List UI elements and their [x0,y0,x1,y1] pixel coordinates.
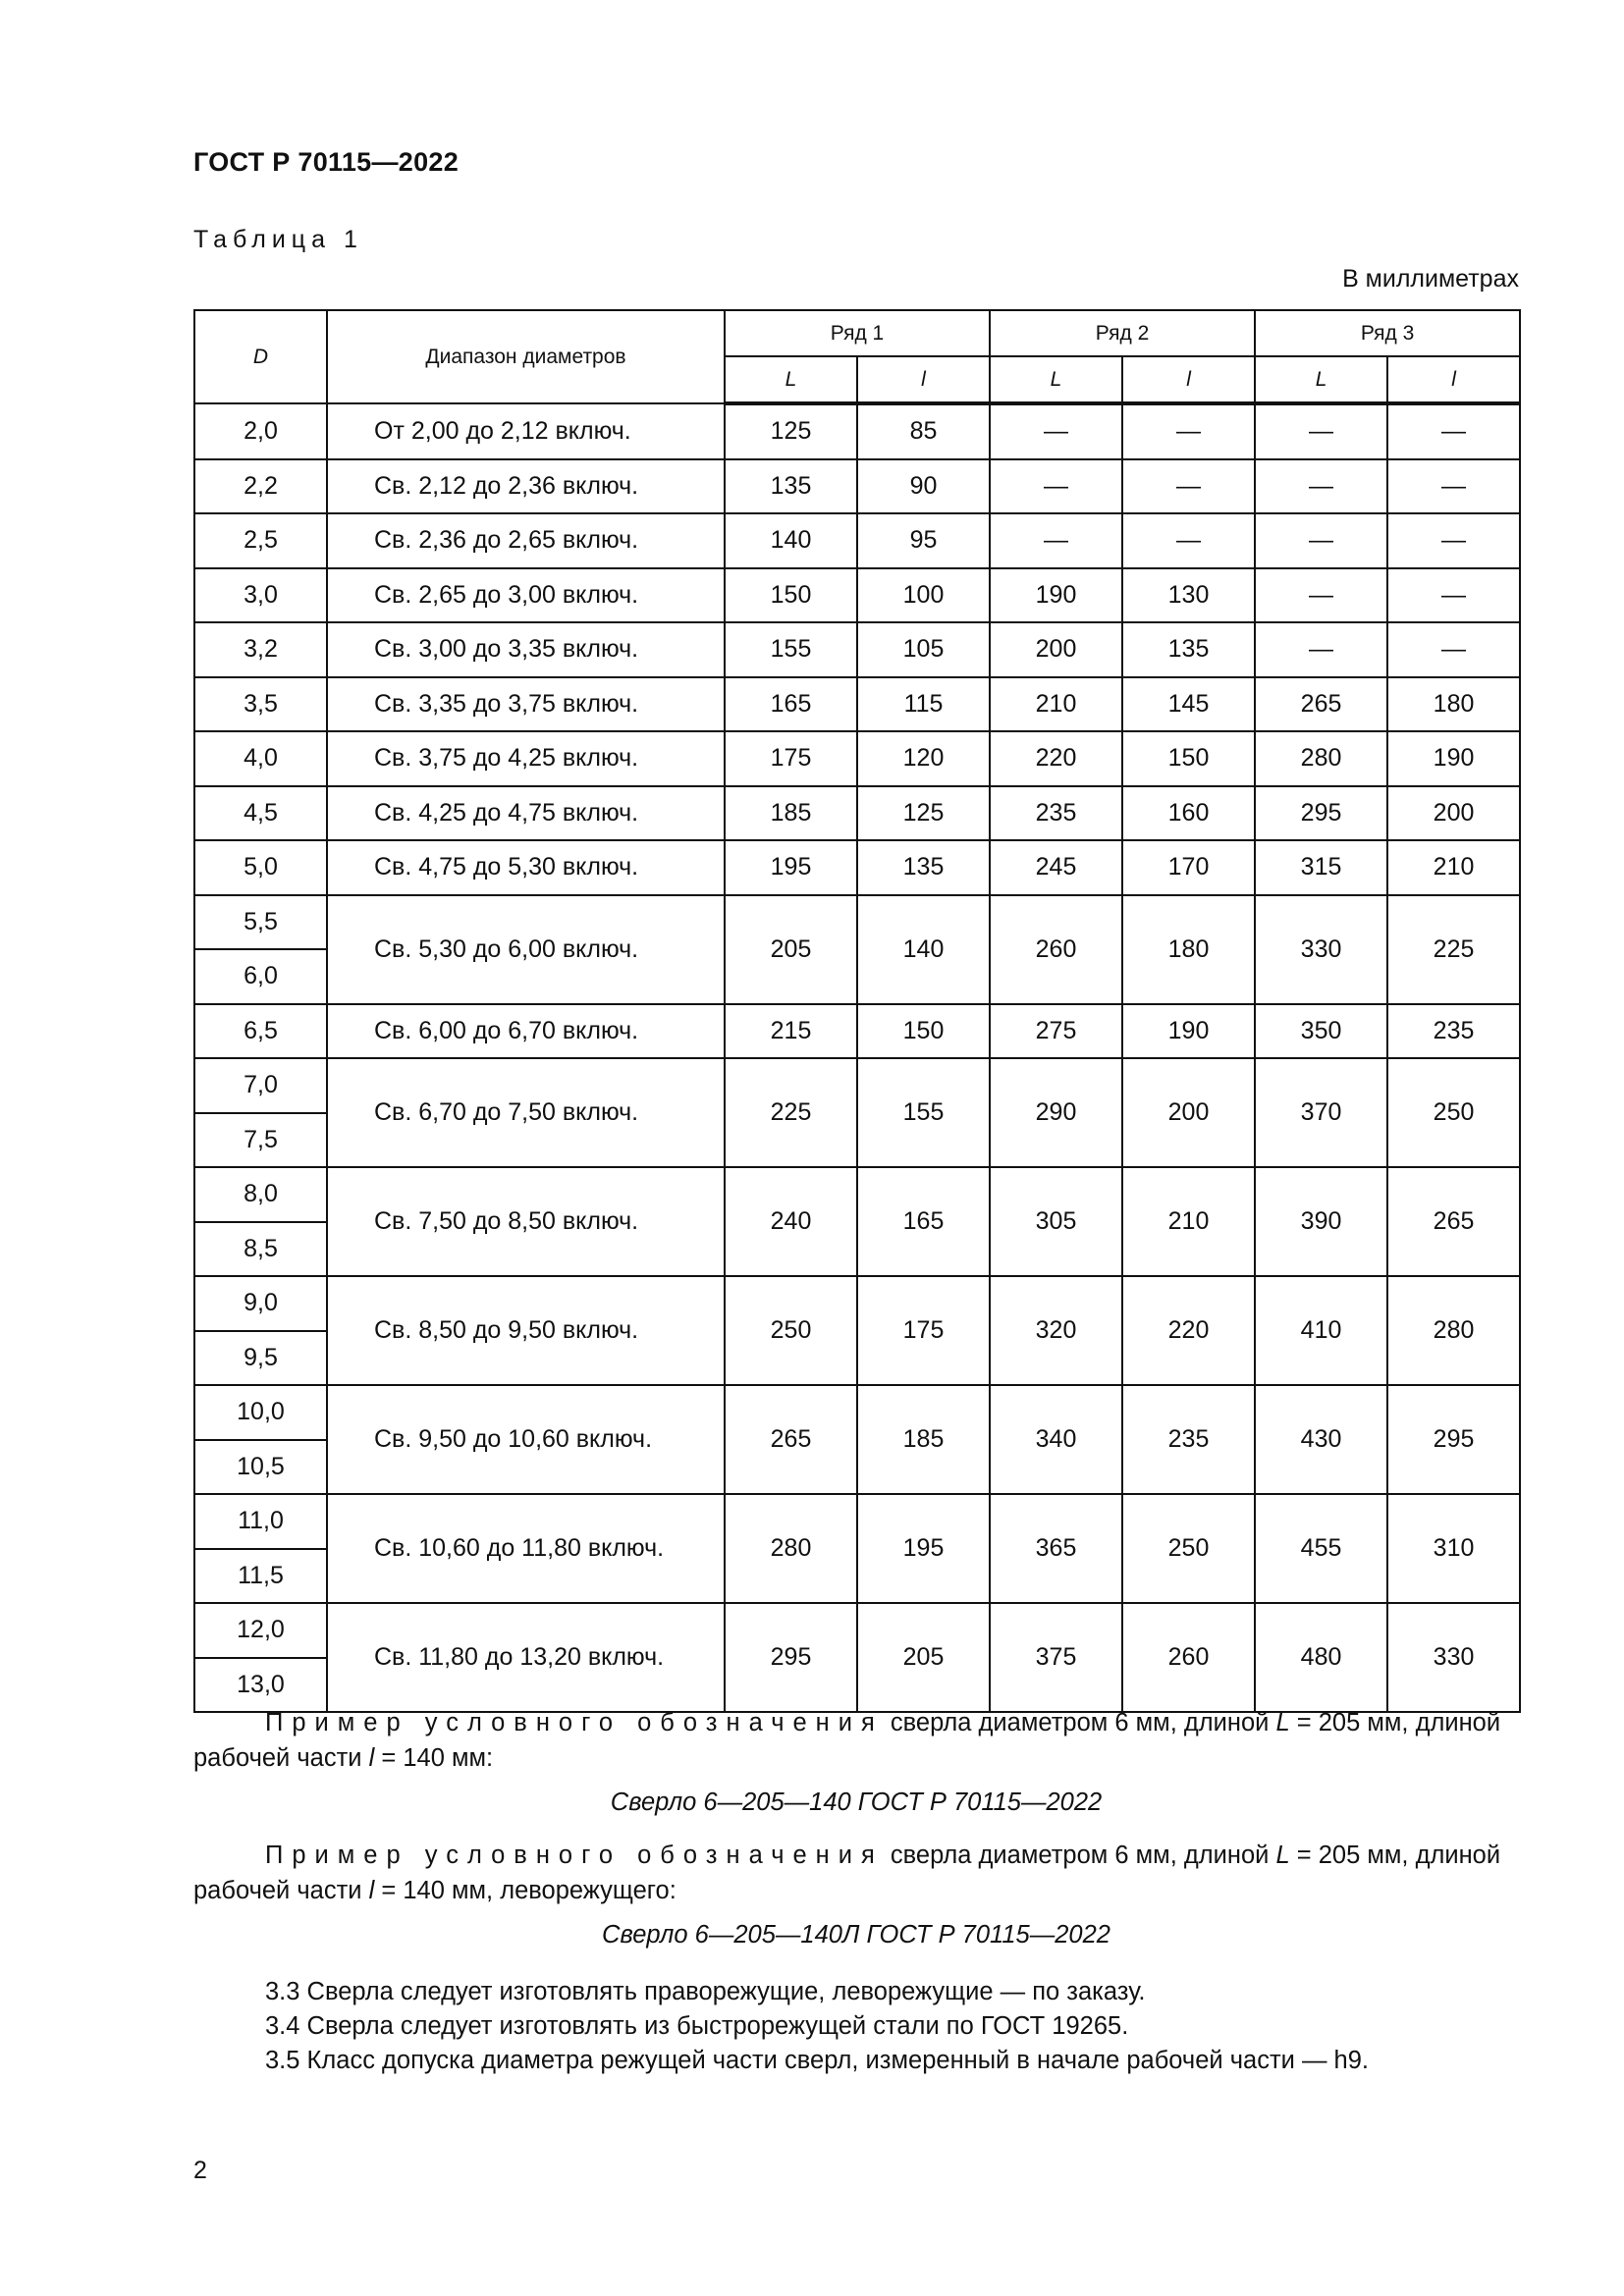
value-cell: 265 [1387,1167,1520,1276]
value-cell: — [1255,459,1387,514]
value-cell: 250 [1122,1494,1255,1603]
subheader-row1-l: l [857,356,990,403]
value-cell: 185 [725,786,857,841]
value-cell: 135 [1122,622,1255,677]
range-cell: Св. 4,75 до 5,30 включ. [327,840,725,895]
range-cell: Св. 3,75 до 4,25 включ. [327,731,725,786]
value-cell: 150 [857,1004,990,1059]
value-cell: — [1387,403,1520,459]
value-cell: 200 [1122,1058,1255,1167]
table-row [194,459,1520,514]
value-cell: 410 [1255,1276,1387,1385]
value-cell: 165 [725,677,857,732]
example-1-designation: Сверло 6—205—140 ГОСТ Р 70115—2022 [610,1789,1103,1816]
value-cell: — [1255,568,1387,623]
value-cell: 135 [857,840,990,895]
diameter-cell: 4,0 [194,731,327,786]
value-cell: 280 [725,1494,857,1603]
table-row [194,568,1520,623]
value-cell: 235 [1122,1385,1255,1494]
column-group-row-1: Ряд 1 [725,310,990,356]
value-cell: 235 [990,786,1122,841]
value-cell: 185 [857,1385,990,1494]
value-cell: 315 [1255,840,1387,895]
value-cell: — [990,459,1122,514]
value-cell: — [1387,513,1520,568]
value-cell: — [990,513,1122,568]
subheader-row3-l: l [1387,356,1520,403]
value-cell: 190 [990,568,1122,623]
value-cell: 280 [1255,731,1387,786]
value-cell: 150 [1122,731,1255,786]
range-cell: Св. 4,25 до 4,75 включ. [327,786,725,841]
value-cell: 340 [990,1385,1122,1494]
table-row [194,1058,1520,1113]
value-cell: 140 [857,895,990,1004]
diameter-cell: 8,5 [194,1222,327,1277]
value-cell: 200 [990,622,1122,677]
value-cell: 240 [725,1167,857,1276]
value-cell: 245 [990,840,1122,895]
drill-dimensions-table [193,309,1521,1713]
value-cell: 275 [990,1004,1122,1059]
table-row [194,677,1520,732]
value-cell: 280 [1387,1276,1520,1385]
value-cell: 370 [1255,1058,1387,1167]
range-cell: Св. 11,80 до 13,20 включ. [327,1603,725,1712]
value-cell: 260 [1122,1603,1255,1712]
diameter-cell: 11,5 [194,1549,327,1604]
diameter-cell: 7,0 [194,1058,327,1113]
value-cell: 225 [725,1058,857,1167]
value-cell: — [1255,403,1387,459]
value-cell: 305 [990,1167,1122,1276]
range-cell: Св. 6,70 до 7,50 включ. [327,1058,725,1167]
table-row [194,1494,1520,1549]
diameter-cell: 3,2 [194,622,327,677]
value-cell: — [1387,622,1520,677]
value-cell: 125 [857,786,990,841]
table-caption: Таблица 1 [193,226,363,253]
table-row [194,513,1520,568]
diameter-cell: 9,0 [194,1276,327,1331]
diameter-cell: 4,5 [194,786,327,841]
value-cell: 195 [857,1494,990,1603]
value-cell: 210 [1387,840,1520,895]
range-cell: Св. 3,35 до 3,75 включ. [327,677,725,732]
column-group-row-3: Ряд 3 [1255,310,1520,356]
table-row [194,403,1520,459]
diameter-cell: 11,0 [194,1494,327,1549]
value-cell: 155 [857,1058,990,1167]
value-cell: 295 [1255,786,1387,841]
value-cell: 430 [1255,1385,1387,1494]
diameter-cell: 2,2 [194,459,327,514]
diameter-cell: 3,5 [194,677,327,732]
value-cell: 295 [1387,1385,1520,1494]
subheader-row1-L: L [725,356,857,403]
value-cell: 140 [725,513,857,568]
value-cell: 105 [857,622,990,677]
range-cell: Св. 10,60 до 11,80 включ. [327,1494,725,1603]
subheader-row2-l: l [1122,356,1255,403]
value-cell: 165 [857,1167,990,1276]
table-row [194,1276,1520,1331]
value-cell: 250 [1387,1058,1520,1167]
value-cell: 115 [857,677,990,732]
table-row [194,895,1520,950]
value-cell: 390 [1255,1167,1387,1276]
diameter-cell: 12,0 [194,1603,327,1658]
diameter-cell: 9,5 [194,1331,327,1386]
value-cell: 295 [725,1603,857,1712]
units-note: В миллиметрах [1342,265,1519,293]
value-cell: 170 [1122,840,1255,895]
diameter-cell: 10,0 [194,1385,327,1440]
clause-3-5: 3.5 Класс допуска диаметра режущей части сверл, измеренный в начале рабочей части — h9. [265,2047,1369,2074]
diameter-cell: 6,0 [194,949,327,1004]
value-cell: — [1255,622,1387,677]
table-row [194,622,1520,677]
value-cell: 150 [725,568,857,623]
value-cell: 90 [857,459,990,514]
value-cell: 155 [725,622,857,677]
range-cell: Св. 2,65 до 3,00 включ. [327,568,725,623]
diameter-cell: 6,5 [194,1004,327,1059]
value-cell: 195 [725,840,857,895]
value-cell: 220 [990,731,1122,786]
value-cell: — [990,403,1122,459]
value-cell: 200 [1387,786,1520,841]
column-header-range: Диапазон диаметров [327,310,725,403]
table-row [194,1004,1520,1059]
value-cell: 210 [990,677,1122,732]
value-cell: 125 [725,403,857,459]
range-cell: Св. 2,12 до 2,36 включ. [327,459,725,514]
value-cell: 225 [1387,895,1520,1004]
value-cell: 290 [990,1058,1122,1167]
value-cell: — [1122,513,1255,568]
value-cell: — [1122,459,1255,514]
value-cell: 215 [725,1004,857,1059]
diameter-cell: 7,5 [194,1113,327,1168]
value-cell: 180 [1122,895,1255,1004]
value-cell: 205 [725,895,857,1004]
diameter-cell: 8,0 [194,1167,327,1222]
value-cell: 190 [1122,1004,1255,1059]
value-cell: 180 [1387,677,1520,732]
diameter-cell: 13,0 [194,1658,327,1713]
value-cell: 330 [1255,895,1387,1004]
diameter-cell: 3,0 [194,568,327,623]
value-cell: 95 [857,513,990,568]
value-cell: 145 [1122,677,1255,732]
column-group-row-2: Ряд 2 [990,310,1255,356]
range-cell: От 2,00 до 2,12 включ. [327,403,725,459]
value-cell: 205 [857,1603,990,1712]
example-2: Пример условного обозначения сверла диаметром 6 мм, длиной L = 205 мм, длиной рабочей части l = 140 мм, леворежущего: [193,1842,1501,1904]
value-cell: 265 [1255,677,1387,732]
range-cell: Св. 6,00 до 6,70 включ. [327,1004,725,1059]
value-cell: 375 [990,1603,1122,1712]
range-cell: Св. 5,30 до 6,00 включ. [327,895,725,1004]
table-row [194,1385,1520,1440]
diameter-cell: 2,0 [194,403,327,459]
subheader-row3-L: L [1255,356,1387,403]
table-row [194,1603,1520,1658]
value-cell: 190 [1387,731,1520,786]
value-cell: 350 [1255,1004,1387,1059]
table-row [194,1167,1520,1222]
range-cell: Св. 2,36 до 2,65 включ. [327,513,725,568]
range-cell: Св. 9,50 до 10,60 включ. [327,1385,725,1494]
example-1: Пример условного обозначения сверла диаметром 6 мм, длиной L = 205 мм, длиной рабочей части l = 140 мм: [193,1709,1501,1772]
value-cell: 85 [857,403,990,459]
value-cell: 330 [1387,1603,1520,1712]
value-cell: 455 [1255,1494,1387,1603]
value-cell: 260 [990,895,1122,1004]
table-row [194,786,1520,841]
value-cell: 320 [990,1276,1122,1385]
value-cell: 250 [725,1276,857,1385]
value-cell: 210 [1122,1167,1255,1276]
table-body [194,403,1520,1712]
example-1-lead: Пример условного обозначения [265,1709,884,1736]
value-cell: 235 [1387,1004,1520,1059]
value-cell: 365 [990,1494,1122,1603]
value-cell: 160 [1122,786,1255,841]
value-cell: 100 [857,568,990,623]
value-cell: — [1387,568,1520,623]
value-cell: 130 [1122,568,1255,623]
page-number: 2 [193,2157,207,2184]
range-cell: Св. 7,50 до 8,50 включ. [327,1167,725,1276]
subheader-row2-L: L [990,356,1122,403]
value-cell: 480 [1255,1603,1387,1712]
clause-3-4: 3.4 Сверла следует изготовлять из быстрорежущей стали по ГОСТ 19265. [265,2012,1129,2040]
diameter-cell: 5,5 [194,895,327,950]
value-cell: 175 [857,1276,990,1385]
value-cell: 265 [725,1385,857,1494]
value-cell: — [1122,403,1255,459]
range-cell: Св. 3,00 до 3,35 включ. [327,622,725,677]
clause-3-3: 3.3 Сверла следует изготовлять праворежущие, леворежущие — по заказу. [265,1978,1146,2005]
value-cell: 175 [725,731,857,786]
value-cell: 120 [857,731,990,786]
range-cell: Св. 8,50 до 9,50 включ. [327,1276,725,1385]
value-cell: 135 [725,459,857,514]
example-2-designation: Сверло 6—205—140Л ГОСТ Р 70115—2022 [602,1921,1110,1949]
diameter-cell: 10,5 [194,1440,327,1495]
value-cell: 220 [1122,1276,1255,1385]
table-row [194,731,1520,786]
diameter-cell: 5,0 [194,840,327,895]
document-header: ГОСТ Р 70115—2022 [193,147,460,177]
column-header-d: D [194,310,327,403]
diameter-cell: 2,5 [194,513,327,568]
value-cell: — [1255,513,1387,568]
table-row [194,840,1520,895]
example-2-lead: Пример условного обозначения [265,1842,884,1869]
value-cell: 310 [1387,1494,1520,1603]
value-cell: — [1387,459,1520,514]
